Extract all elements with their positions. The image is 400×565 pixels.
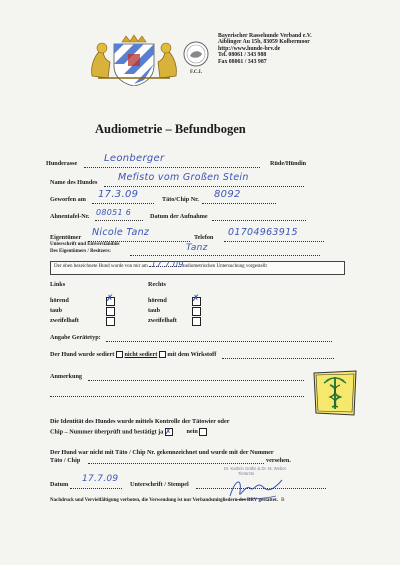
left-option-doubtful: zweifelhaft [50,317,79,324]
sedated-checkbox[interactable] [116,351,123,358]
remark-line-2 [50,396,304,397]
org-fax: Fax 08061 / 343 987 [218,58,267,65]
not-sedated-checkbox[interactable] [159,351,166,358]
remark-label: Anmerkung [50,373,82,380]
born-label: Geworfen am [50,196,86,203]
not-marked-line [88,463,264,464]
date-line [70,488,122,489]
left-option-deaf: taub [50,307,63,314]
svg-text:F.C.I.: F.C.I. [190,70,202,75]
born-value: 17.3.09 [98,189,139,200]
sedation-with-agent: mit dem Wirkstoff [167,351,217,358]
page-title: Audiometrie – Befundbogen [95,122,246,136]
agent-line [222,358,334,359]
veterinary-caduceus-emblem-icon [312,369,358,417]
date-value: 17.7.09 [82,474,119,484]
pedigree-value: 08051 6 [96,208,132,217]
stamp-line-1: Dr. Kathrin Gräfin & Dr. M. Weber [224,466,287,471]
left-deaf-checkbox[interactable] [106,307,115,316]
footer-mark: B [281,498,285,503]
sex-label: Rüde/Hündin [270,160,307,167]
owner-label: Eigentümer [50,234,82,241]
org-website[interactable]: http://www.hunde-brv.de [218,45,281,52]
dog-name-value: Mefisto vom Großen Stein [118,172,249,183]
chip-line [202,203,276,204]
left-hearing-check-mark: ✗ [106,294,114,304]
left-option-hearing: hörend [50,297,69,304]
device-type-label: Angabe Gerätetyp: [50,334,101,341]
phone-line [224,241,324,242]
dog-name-label: Name des Hundes [50,179,98,186]
not-marked-line-2: Täto / Chip [50,457,81,464]
identity-line-1: Die Identität des Hundes wurde mittels Kontrolle der Tätowier oder [50,418,230,425]
sign-stamp-line [196,488,326,489]
recording-line [212,220,306,221]
right-option-hearing: hörend [148,297,167,304]
right-option-deaf: taub [148,307,161,314]
date-label: Datum [50,481,69,488]
consent-text-after: audiometrischen Untersuchung vorgestellt [182,264,267,269]
not-marked-end: versehen. [266,457,291,464]
consent-text-before: Der oben bezeichnete Hund wurde von mir am [54,264,148,269]
breed-label: Hunderasse [46,160,78,167]
breed-value: Leonberger [104,153,165,164]
device-type-line [106,341,332,342]
left-ear-header: Links [50,281,66,288]
pedigree-label: Ahnentafel-Nr. [50,213,90,220]
consent-date-line [149,260,184,269]
recording-label: Datum der Aufnahme [150,213,208,220]
signature-value: Tanz [186,243,208,253]
identity-line-2-text: Chip – Nummer überprüft und bestätigt ja [50,428,164,436]
fci-logo-icon [180,40,212,76]
org-phone: Tel. 08061 / 343 988 [218,52,267,59]
breed-line [84,167,260,168]
sedation-sedated[interactable]: sediert [96,351,115,358]
sedation-prefix: Der Hund wurde [50,351,95,358]
identity-yes-check-mark: ✗ [164,427,172,436]
consent-date-value: 17.7.09 [150,260,184,269]
consent-text [54,260,267,269]
owner-value: Nicole Tanz [92,227,150,238]
footer-note [50,498,284,503]
sedation-not-sedated[interactable]: nicht sediert [124,351,158,358]
org-address: Aiblinger Au 15b, 83059 Kolbermoor [218,39,310,46]
signature-line [130,255,320,256]
born-line [92,203,154,204]
signature-label-1: Unterschrift und Einverständnis [50,242,120,247]
footer-text: Nachdruck und Vervielfältigung verboten, die Verwendung ist nur Verbandsmitgliedern des BRV gestattet. [50,498,278,503]
sedation-text [50,351,216,358]
sign-stamp-label: Unterschrift / Stempel [130,481,189,488]
not-marked-line-1: Der Hund war nicht mit Täto / Chip Nr. gekennzeichnet und wurde mit der Nummer [50,449,274,456]
phone-label: Telefon [194,234,214,241]
pedigree-line [95,220,143,221]
identity-line-2 [50,428,207,436]
right-hearing-check-mark: ✗ [192,294,200,304]
right-option-doubtful: zweifelhaft [148,317,177,324]
chip-label: Täto/Chip Nr. [162,196,199,203]
chip-value: 8092 [214,189,241,200]
identity-no-checkbox[interactable] [199,428,207,436]
left-doubtful-checkbox[interactable] [106,317,115,326]
right-ear-header: Rechts [148,281,166,288]
remark-line-1 [88,380,304,381]
identity-no-label: nein [186,428,198,436]
org-name: Bayerischer Rassehunde Verband e.V. [218,33,312,39]
dog-name-line [104,186,304,187]
right-doubtful-checkbox[interactable] [192,317,201,326]
bavarian-lion-crest-icon [88,34,180,86]
identity-yes-checkbox[interactable] [165,428,173,436]
stamp-line-2: Tierärzte [238,471,255,476]
right-deaf-checkbox[interactable] [192,307,201,316]
signature-label-2: Des Eigentümers / Besitzers: [50,249,111,254]
phone-value: 01704963915 [228,227,298,238]
